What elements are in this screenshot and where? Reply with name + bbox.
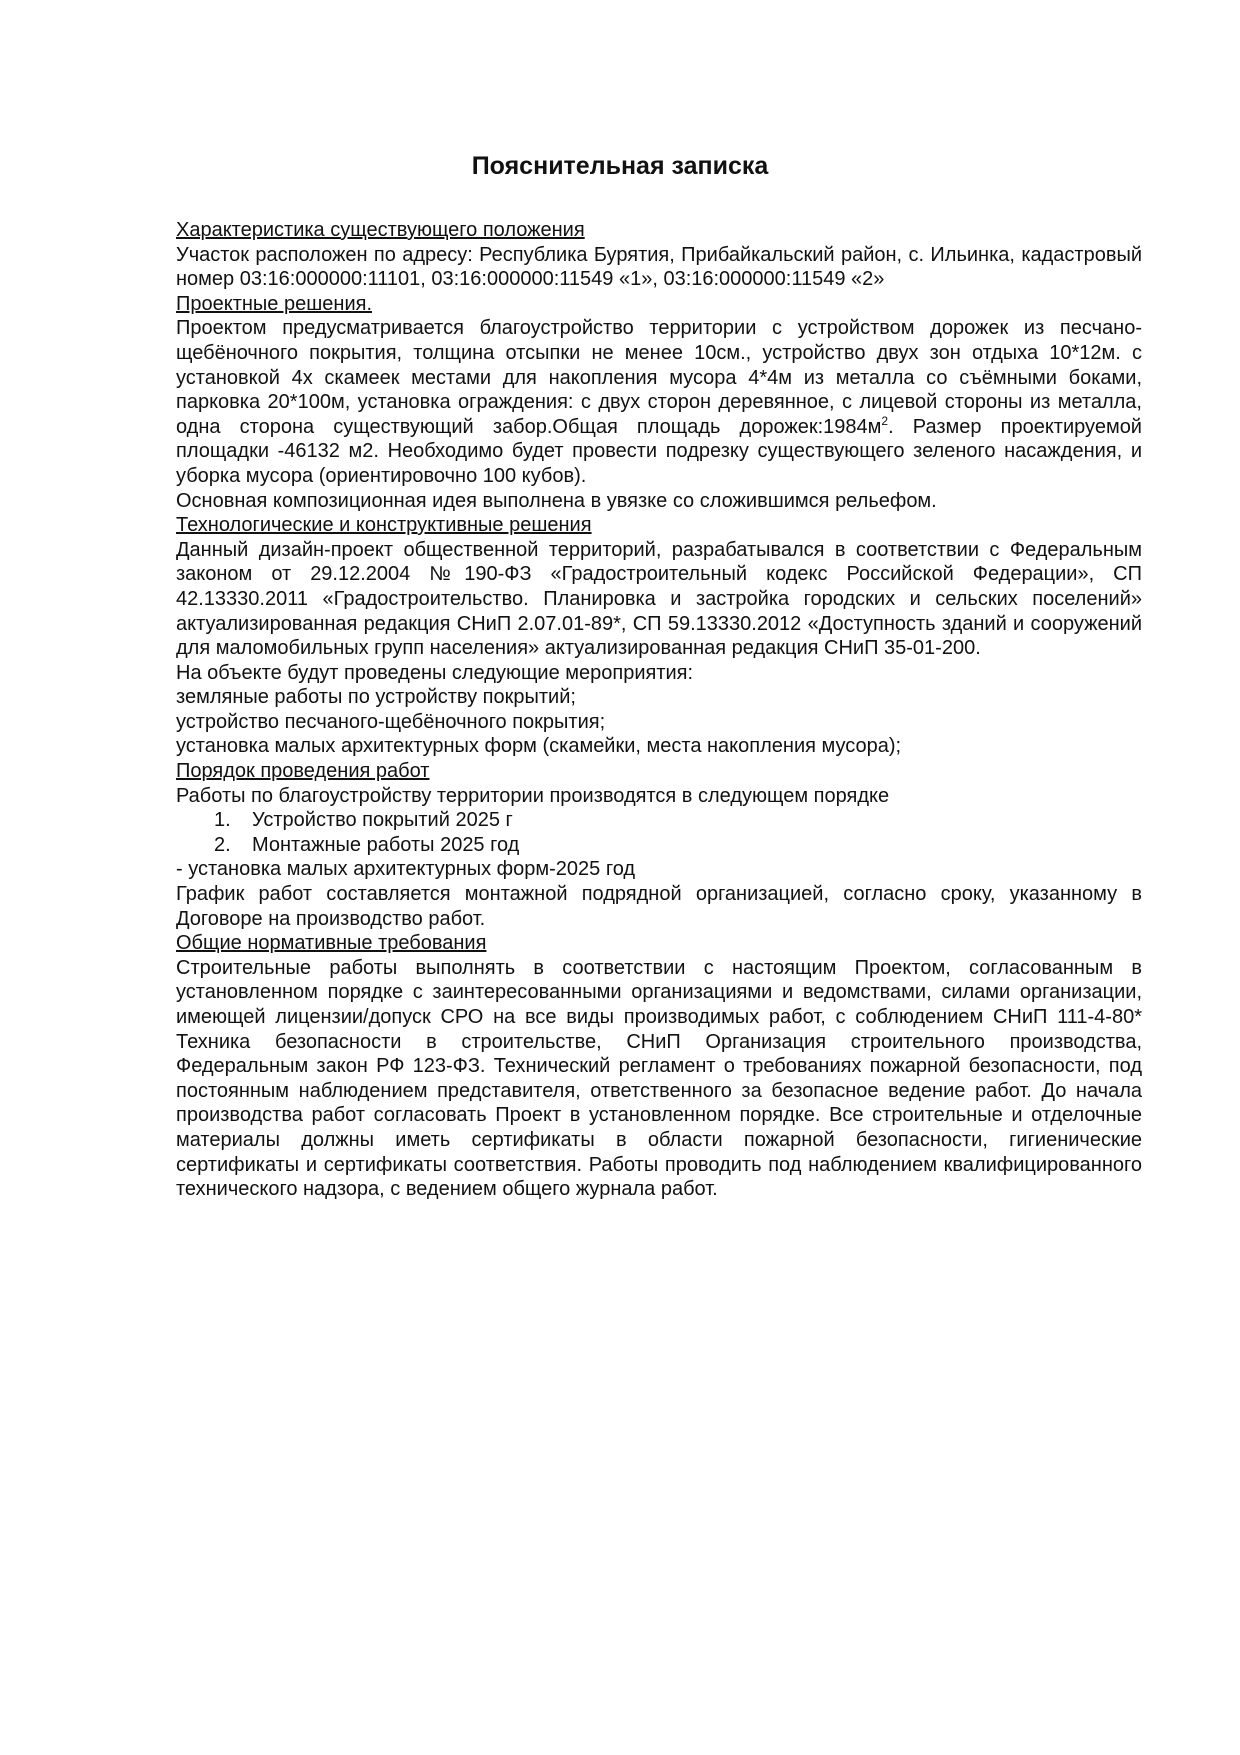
paragraph-small-forms-installation: - установка малых архитектурных форм-2025 год — [176, 858, 636, 881]
section-heading-existing-conditions: Характеристика существующего положения — [176, 219, 585, 241]
design-description-text: Проектом предусматривается благоустройство территории с устройством дорожек из песчано-щебёночного покрытия, толщина отсыпки не менее 10см., устройство двух зон отдыха 10*12м. с установкой 4х скамеек местами для накопления мусора 4*4м из металла со съёмными боками, парковка 20*100м, установка ограждения: с двух сторон деревянное, с лицевой стороны из металла, одна сторона существующий забор.Общая площадь дорожек:1984м — [176, 317, 1142, 438]
paragraph-regulations: Данный дизайн-проект общественной территорий, разрабатывался в соответствии с Федеральным законом от 29.12.2004 №190-ФЗ «Градостроительный кодекс Российской Федерации», СП 42.13330.2011 «Градостроительство. Планировка и застройка городских и сельских поселений» актуализированная редакция СНиП 2.07.01-89*, СП 59.13330.2012 «Доступность зданий и сооружений для маломобильных групп населения» актуализированная редакция СНиП 35-01-200. — [176, 538, 1142, 660]
paragraph-general-requirements: Строительные работы выполнять в соответствии с настоящим Проектом, согласованным в установленном порядке с заинтересованными организациями и ведомствами, силами организации, имеющей лицензии/допуск СРО на все виды производимых работ, с соблюдением СНиП 111-4-80* Техника безопасности в строительстве, СНиП Организация строительного производства, Федеральным закон РФ 123-ФЗ. Технический регламент о требованиях пожарной безопасности, под постоянным наблюдением представителя, ответственного за безопасное ведение работ. До начала производства работ согласовать Проект в установленном порядке. Все строительные и отделочные материалы должны иметь сертификаты в области пожарной безопасности, гигиенические сертификаты и сертификаты соответствия. Работы проводить под наблюдением квалифицированного технического надзора, с ведением общего журнала работ. — [176, 956, 1142, 1201]
design-description-tail: . Размер проектируемой площадки -46132 м2. Необходимо будет провести подрезку существующего зеленого насаждения, и уборка мусора (ориентировочно 100 кубов). — [176, 415, 1142, 487]
paragraph-activity-earthworks: земляные работы по устройству покрытий; — [176, 686, 576, 709]
list-item — [176, 808, 1142, 833]
section-heading-design-solutions: Проектные решения. — [176, 292, 372, 315]
document-title: Пояснительная записка — [471, 152, 769, 180]
list-item-number: 2. — [214, 833, 231, 856]
paragraph-site-location: Участок расположен по адресу: Республика Бурятия, Прибайкальский район, с. Ильинка, кадастровый номер 03:16:000000:11101, 03:16:000000:11549 «1», 03:16:000000:11549 «2» — [176, 243, 1142, 291]
section-heading-technological-solutions: Технологические и конструктивные решения — [176, 514, 592, 537]
paragraph-work-order-intro: Работы по благоустройству территории производятся в следующем порядке — [176, 784, 890, 807]
paragraph-design-description — [176, 316, 1142, 488]
paragraph-composition-idea: Основная композиционная идея выполнена в увязке со сложившимся рельефом. — [176, 489, 937, 512]
section-heading-general-requirements: Общие нормативные требования — [176, 932, 487, 955]
list-item-number: 1. — [214, 809, 231, 832]
paragraph-activities-intro: На объекте будут проведены следующие мероприятия: — [176, 661, 694, 684]
document-body — [176, 218, 1142, 1202]
section-heading-work-order: Порядок проведения работ — [176, 760, 430, 783]
list-item-text: Монтажные работы 2025 год — [252, 833, 520, 856]
work-order-list — [176, 808, 1142, 857]
paragraph-work-schedule: График работ составляется монтажной подрядной организацией, согласно сроку, указанному в Договоре на производство работ. — [176, 883, 1142, 930]
list-item — [176, 833, 1142, 858]
list-item-text: Устройство покрытий 2025 г — [252, 809, 513, 832]
paragraph-activity-small-forms: установка малых архитектурных форм (скамейки, места накопления мусора); — [176, 735, 902, 758]
paragraph-activity-coating: устройство песчаного-щебёночного покрытия; — [176, 710, 606, 733]
superscript-square: 2 — [881, 413, 889, 428]
